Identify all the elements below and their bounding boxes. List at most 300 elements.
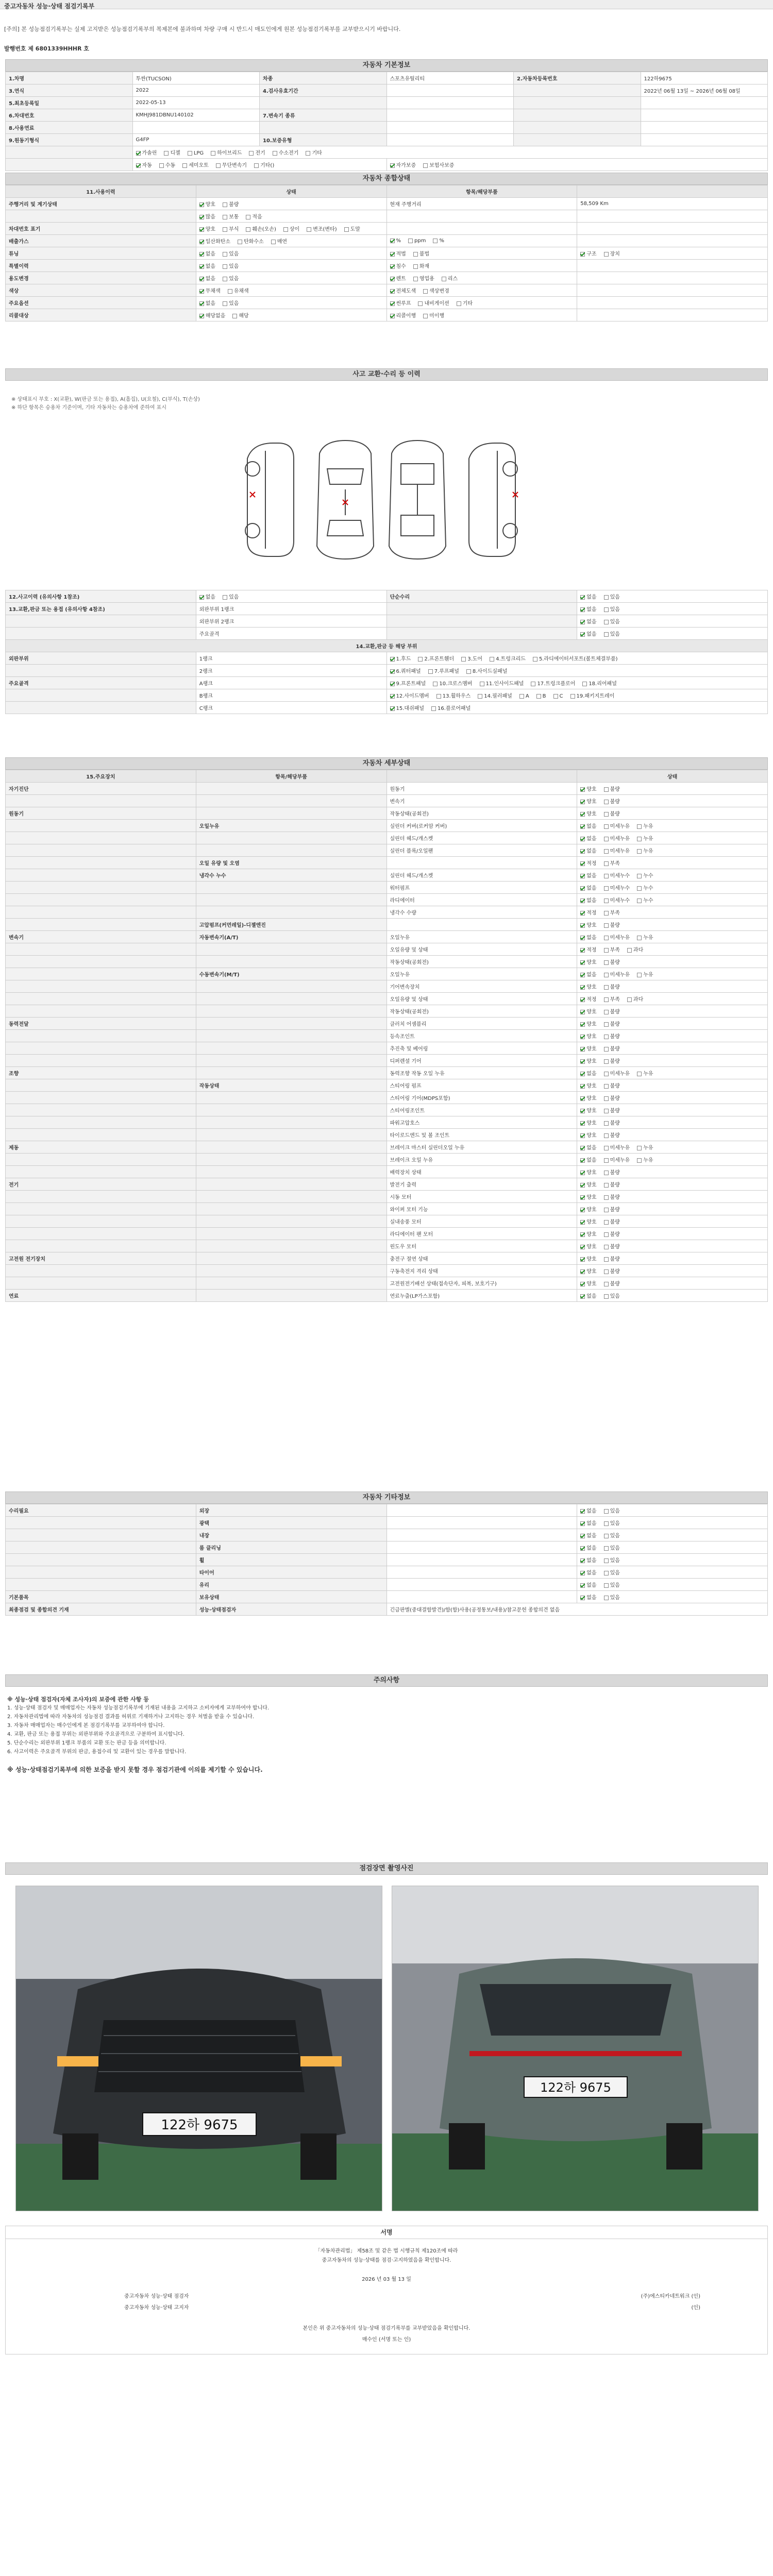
option: LPG <box>188 150 204 156</box>
row-label <box>6 993 196 1005</box>
table-cell <box>196 1141 386 1154</box>
checkbox-icon <box>604 787 609 792</box>
sig-bottom1: 본인은 위 중고자동차의 성능·상태 점검기록부를 교부받았음을 확인합니다. <box>303 2326 470 2331</box>
table-cell: 오일누유 <box>196 820 386 832</box>
table-row <box>6 689 768 702</box>
table-cell <box>577 956 768 968</box>
row-label: 차대번호 표기 <box>6 223 196 235</box>
option: 불량 <box>604 923 620 928</box>
table-cell: 자동변속기(A/T) <box>196 931 386 943</box>
option: 불량 <box>604 1244 620 1250</box>
checkbox-icon <box>604 1146 609 1150</box>
table-cell: 4.검사유효기간 <box>260 84 387 97</box>
table-cell: 배력장치 상태 <box>386 1166 577 1178</box>
opinion-text: 긴급판별(중대결함발견)/함(함)사용(공정통보/내용)/참고문헌 종합의견 없음 <box>386 1603 768 1616</box>
table-cell <box>386 919 577 931</box>
checkbox-icon <box>580 632 585 637</box>
table-cell <box>196 1191 386 1203</box>
table-row <box>6 590 768 603</box>
option: 불량 <box>604 1195 620 1200</box>
checkbox-icon <box>283 227 288 232</box>
section-detail: 자동차 세부상태 <box>5 757 768 770</box>
row-label: 튜닝 <box>6 247 196 260</box>
option: 미세누수 <box>604 886 630 891</box>
table-cell <box>196 894 386 906</box>
table-cell <box>132 122 260 134</box>
table-cell <box>386 1554 577 1566</box>
checkbox-icon <box>223 252 227 257</box>
option: 불량 <box>604 1034 620 1040</box>
table-cell <box>386 272 577 284</box>
table-cell: 충전구 절연 상태 <box>386 1252 577 1265</box>
option: 적정 <box>580 997 596 1003</box>
table-cell: 라디에이터 <box>386 894 577 906</box>
section-basic: 자동차 기본정보 <box>5 59 768 72</box>
option: 부족 <box>604 997 620 1003</box>
option: 불량 <box>604 960 620 965</box>
checkbox-icon <box>580 1059 585 1064</box>
table-cell <box>196 272 386 284</box>
table-cell: 시동 모터 <box>386 1191 577 1203</box>
table-cell <box>577 1290 768 1302</box>
option: 불량 <box>604 985 620 990</box>
checkbox-icon <box>390 239 395 243</box>
row-label: 용도변경 <box>6 272 196 284</box>
checkbox-icon <box>136 151 141 156</box>
table-cell <box>196 783 386 795</box>
table-cell <box>577 272 768 284</box>
table-cell <box>577 1154 768 1166</box>
row-label <box>6 1092 196 1104</box>
option: 없음 <box>580 595 596 600</box>
option: 있음 <box>223 264 239 269</box>
option: 불량 <box>604 1121 620 1126</box>
table-cell <box>386 628 577 640</box>
table-row <box>6 993 768 1005</box>
option: 부족 <box>604 861 620 867</box>
option: ppm <box>408 238 426 244</box>
table-row <box>6 906 768 919</box>
option: 누유 <box>637 824 653 829</box>
option: 없음 <box>580 849 596 854</box>
option: 누유 <box>637 836 653 842</box>
checkbox-icon <box>604 252 609 257</box>
sig-inspector: 중고자동차 성능·상태 점검자 <box>124 2294 189 2299</box>
table-cell <box>577 1529 768 1541</box>
option: 6.쿼터패널 <box>390 669 421 674</box>
table-cell <box>577 844 768 857</box>
row-label <box>6 943 196 956</box>
option: 전체도색 <box>390 289 416 294</box>
checkbox-icon <box>390 301 395 306</box>
option: 있음 <box>604 1558 620 1564</box>
option: 수동 <box>159 163 175 168</box>
option: 양호 <box>580 1281 596 1287</box>
table-cell <box>196 198 386 210</box>
option: 양호 <box>580 787 596 792</box>
checkbox-icon <box>637 1072 642 1076</box>
checkbox-icon <box>604 886 609 891</box>
option: 13.휠하우스 <box>436 693 471 699</box>
checkbox-icon <box>604 948 609 953</box>
table-cell: 스티어링 기어(MDPS포함) <box>386 1092 577 1104</box>
table-cell: 내장 <box>196 1529 386 1541</box>
table-cell <box>577 210 768 223</box>
row-label <box>6 882 196 894</box>
table-row <box>6 1603 768 1616</box>
table-cell <box>577 968 768 980</box>
checkbox-icon <box>580 1146 585 1150</box>
table-cell <box>577 1203 768 1215</box>
table-cell: 오일 유량 및 오염 <box>196 857 386 869</box>
table-cell <box>196 882 386 894</box>
table-row <box>6 1067 768 1079</box>
option: 가솔린 <box>136 150 157 156</box>
checkbox-icon <box>580 1022 585 1027</box>
option: 있음 <box>604 1595 620 1601</box>
checkbox-icon <box>604 1509 609 1514</box>
table-cell <box>196 1116 386 1129</box>
overall-table <box>5 185 768 321</box>
row-label <box>6 1277 196 1290</box>
row-label <box>6 956 196 968</box>
checkbox-icon <box>604 837 609 841</box>
column-header <box>386 770 577 783</box>
table-cell <box>577 1079 768 1092</box>
table-cell <box>196 795 386 807</box>
column-header: 상태 <box>577 770 768 783</box>
checkbox-icon <box>199 264 204 269</box>
table-cell: 외판부위 1랭크 <box>196 603 386 615</box>
option: 누수 <box>637 886 653 891</box>
checkbox-icon <box>604 936 609 940</box>
table-cell <box>577 993 768 1005</box>
table-row <box>6 1277 768 1290</box>
table-row <box>6 919 768 931</box>
table-cell: 동력조향 작동 오일 누유 <box>386 1067 577 1079</box>
checkbox-icon <box>604 1096 609 1101</box>
table-row <box>6 297 768 309</box>
table-row <box>6 1042 768 1055</box>
section-photos: 점검장면 촬영사진 <box>5 1862 768 1875</box>
checkbox-icon <box>580 1546 585 1551</box>
option: 불량 <box>604 1133 620 1139</box>
option: 양호 <box>580 1232 596 1238</box>
option: 15.대쉬패널 <box>390 706 425 711</box>
row-label <box>6 1116 196 1129</box>
row-label <box>6 1079 196 1092</box>
table-header <box>6 640 768 652</box>
checkbox-icon <box>580 1072 585 1076</box>
row-label <box>6 1055 196 1067</box>
table-cell <box>196 1092 386 1104</box>
option: 없음 <box>580 824 596 829</box>
caution-line: 1. 성능·상태 점검자 및 매매업자는 자동차 성능점검기록부에 기재된 내용을 고지하고 소비자에게 교부하여야 합니다. <box>7 1705 270 1711</box>
table-cell: 단순수리 <box>386 590 577 603</box>
cautions-text: ※ 성능·상태 점검자(자체 조사자)의 보증에 관한 사항 등 1. 성능·상태 점검자 및 매매업자는 자동차 성능점검기록부에 기재된 내용을 고지하고 소비자에게 교부하여야 합니다. 2. 자동차관리법에 따라 자동차의 성능점검 결과를 허위로 기재하거나 고지하는 경우 처벌을 받을 수 있습니다. 3. 자동차 매매업자는 매수인에게 본 점검기록부를 교부하여야 합니다. 4. 교환, 판금 또는 용접 부위는 외판부위와 주요골격으로 구분하여 표시합니다. 5. 단순수리는 외판부위 1랭크 부품의 교환 또는 판금 등을 의미합니다. 6. 사고이력은 주요골격 부위의 판금, 용접수리 및 교환이 있는 경우를 말합니다. ※ 성능·상태점검기록부에 의한 보증을 받지 못할 경우 점검기관에 이의를 제기할 수 있습니다. <box>7 1695 765 1774</box>
table-cell: 실린더 커버(로커암 커버) <box>386 820 577 832</box>
checkbox-icon <box>604 1558 609 1563</box>
table-cell: 원동기 <box>386 783 577 795</box>
table-row <box>6 1203 768 1215</box>
table-cell: 오일유량 및 상태 <box>386 943 577 956</box>
table-cell <box>577 1228 768 1240</box>
table-cell <box>196 1277 386 1290</box>
row-label <box>6 1030 196 1042</box>
checkbox-icon <box>604 812 609 817</box>
option: 미세누수 <box>604 898 630 904</box>
table-cell <box>641 122 768 134</box>
checkbox-icon <box>604 595 609 600</box>
basic-table <box>5 72 768 171</box>
option: 누유 <box>637 849 653 854</box>
option: 불량 <box>604 1059 620 1064</box>
table-cell <box>196 1154 386 1166</box>
table-row <box>6 223 768 235</box>
checkbox-icon <box>604 800 609 804</box>
option: 없음 <box>580 1570 596 1576</box>
row-label <box>6 1240 196 1252</box>
option: 양호 <box>580 1059 596 1064</box>
option: 있음 <box>604 632 620 637</box>
option: 불량 <box>604 1096 620 1101</box>
row-label <box>6 1203 196 1215</box>
table-cell <box>196 247 386 260</box>
checkbox-icon <box>223 227 227 232</box>
option: 없음 <box>580 1158 596 1163</box>
option: 없음 <box>580 972 596 978</box>
table-cell <box>577 906 768 919</box>
column-header: 15.주요장치 <box>6 770 196 783</box>
table-cell <box>577 931 768 943</box>
option: 탄화수소 <box>238 239 264 245</box>
sig-buyer: 매수인 (서명 또는 인) <box>362 2337 411 2343</box>
row-label: 5.최초등록일 <box>6 97 133 109</box>
table-cell <box>260 97 387 109</box>
checkbox-icon <box>604 1571 609 1575</box>
row-label <box>6 1104 196 1116</box>
table-cell: 2.자동차등록번호 <box>514 72 641 84</box>
table-row <box>6 677 768 689</box>
table-row <box>6 869 768 882</box>
checkbox-icon <box>580 1269 585 1274</box>
column-header: 11.사용이력 <box>6 185 196 198</box>
table-cell: 클러치 어셈블리 <box>386 1018 577 1030</box>
row-label: 색상 <box>6 284 196 297</box>
table-cell <box>577 882 768 894</box>
table-row <box>6 882 768 894</box>
table-cell <box>196 1252 386 1265</box>
table-cell: 작동상태(공회전) <box>386 1005 577 1018</box>
caution-line: 5. 단순수리는 외판부위 1랭크 부품의 교환 또는 판금 등을 의미합니다. <box>7 1740 166 1746</box>
table-cell: 작동상태 <box>196 1079 386 1092</box>
checkbox-icon <box>604 607 609 612</box>
row-label: 주요골격 <box>6 677 196 689</box>
table-row <box>6 1055 768 1067</box>
section-cautions: 주의사항 <box>5 1674 768 1687</box>
table-cell <box>386 1566 577 1579</box>
table-row <box>6 603 768 615</box>
option: 없음 <box>580 1533 596 1539</box>
table-row <box>6 1215 768 1228</box>
column-header: 항목/해당부품 <box>386 185 577 198</box>
row-label: 기본품목 <box>6 1591 196 1603</box>
table-row <box>6 807 768 820</box>
option: 5.라디에이터서포트(볼트체결부품) <box>533 656 618 662</box>
option: 있음 <box>604 1521 620 1527</box>
table-row <box>6 1005 768 1018</box>
checkbox-icon <box>580 1596 585 1600</box>
checkbox-icon <box>604 1010 609 1014</box>
table-cell: 작동상태(공회전) <box>386 956 577 968</box>
option: 기타() <box>254 163 274 168</box>
option: 없음 <box>580 607 596 613</box>
table-row <box>6 1178 768 1191</box>
table-cell: 연료누출(LP가스포함) <box>386 1290 577 1302</box>
table-cell <box>196 844 386 857</box>
option: 적정 <box>580 910 596 916</box>
table-cell <box>577 309 768 321</box>
option: 19.패키지트레이 <box>570 693 615 699</box>
table-cell <box>577 1092 768 1104</box>
table-cell <box>196 260 386 272</box>
table-cell <box>196 1290 386 1302</box>
option: 적음 <box>246 214 262 220</box>
checkbox-icon <box>580 1035 585 1039</box>
table-row <box>6 1104 768 1116</box>
checkbox-icon <box>580 936 585 940</box>
table-cell <box>386 260 577 272</box>
table-cell: 58,509 Km <box>577 198 768 210</box>
checkbox-icon <box>580 787 585 792</box>
row-label <box>6 210 196 223</box>
option: 불량 <box>604 1232 620 1238</box>
table-cell: 휠 <box>196 1554 386 1566</box>
option: 16.플로어패널 <box>431 706 470 711</box>
checkbox-icon <box>580 252 585 257</box>
checkbox-icon <box>580 1171 585 1175</box>
option: 구조 <box>580 251 596 257</box>
option: % <box>433 238 444 244</box>
table-row <box>6 272 768 284</box>
car-top <box>317 440 374 559</box>
option: 수소전기 <box>273 150 299 156</box>
checkbox-icon <box>580 1558 585 1563</box>
table-row <box>6 109 768 122</box>
table-cell: 기어변속장치 <box>386 980 577 993</box>
option: 불량 <box>604 1219 620 1225</box>
sig-date: 2026 년 03 월 13 일 <box>362 2277 411 2282</box>
table-row <box>6 1030 768 1042</box>
checkbox-icon <box>408 239 413 243</box>
option: 상이 <box>283 227 299 232</box>
checkbox-icon <box>570 694 575 699</box>
table-cell <box>577 1067 768 1079</box>
table-row <box>6 1591 768 1603</box>
table-row <box>6 1566 768 1579</box>
table-cell <box>196 956 386 968</box>
option: 불량 <box>604 787 620 792</box>
table-row <box>6 1191 768 1203</box>
option: 불법 <box>413 251 429 257</box>
option: 불량 <box>604 1269 620 1275</box>
table-cell: 디퍼렌셜 기어 <box>386 1055 577 1067</box>
option: 양호 <box>580 1182 596 1188</box>
option: 없음 <box>580 632 596 637</box>
option: 일산화탄소 <box>199 239 230 245</box>
table-cell <box>196 1178 386 1191</box>
table-cell: 오일누유 <box>386 968 577 980</box>
checkbox-icon <box>199 252 204 257</box>
row-label <box>6 1228 196 1240</box>
checkbox-icon <box>604 1084 609 1089</box>
option: 없음 <box>580 1546 596 1551</box>
warranty-options <box>386 159 768 171</box>
table-cell <box>577 235 768 247</box>
table-cell <box>577 1141 768 1154</box>
option: 누유 <box>637 935 653 941</box>
table-cell: 구동축전지 격리 상태 <box>386 1265 577 1277</box>
row-label: 조향 <box>6 1067 196 1079</box>
checkbox-icon <box>519 694 524 699</box>
checkbox-icon <box>637 899 642 903</box>
option: 양호 <box>580 1195 596 1200</box>
table-cell: 타이로드엔드 및 볼 조인트 <box>386 1129 577 1141</box>
table-cell: 보유상태 <box>196 1591 386 1603</box>
table-cell <box>196 1104 386 1116</box>
checkbox-icon <box>223 277 227 281</box>
table-cell: 투싼(TUCSON) <box>132 72 260 84</box>
checkbox-icon <box>199 314 204 318</box>
table-cell <box>196 235 386 247</box>
checkbox-icon <box>390 694 395 699</box>
option: 불량 <box>604 1182 620 1188</box>
table-cell <box>577 1129 768 1141</box>
option: 없음 <box>580 886 596 891</box>
row-label <box>6 844 196 857</box>
option: 없음 <box>199 264 215 269</box>
row-label <box>6 1541 196 1554</box>
option: 양호 <box>580 1022 596 1027</box>
table-cell <box>577 628 768 640</box>
checkbox-icon <box>604 1195 609 1200</box>
row-label <box>6 1215 196 1228</box>
option: A <box>519 693 529 699</box>
checkbox-icon <box>433 682 438 686</box>
table-row <box>6 1554 768 1566</box>
option: 있음 <box>604 1294 620 1299</box>
checkbox-icon <box>580 973 585 977</box>
table-row <box>6 1092 768 1104</box>
checkbox-icon <box>580 849 585 854</box>
table-cell: 오일누유 <box>386 931 577 943</box>
row-label <box>6 795 196 807</box>
checkbox-icon <box>223 215 227 219</box>
row-label <box>6 980 196 993</box>
checkbox-icon <box>413 277 418 281</box>
row-label <box>6 159 133 171</box>
checkbox-icon <box>580 1208 585 1212</box>
table-cell <box>386 1591 577 1603</box>
option: 양호 <box>580 811 596 817</box>
option: 있음 <box>604 619 620 625</box>
option: 미세누유 <box>604 1145 630 1151</box>
row-label <box>6 820 196 832</box>
parts-cell <box>386 689 768 702</box>
table-cell <box>196 807 386 820</box>
option: 미세누유 <box>604 935 630 941</box>
table-row <box>6 1228 768 1240</box>
